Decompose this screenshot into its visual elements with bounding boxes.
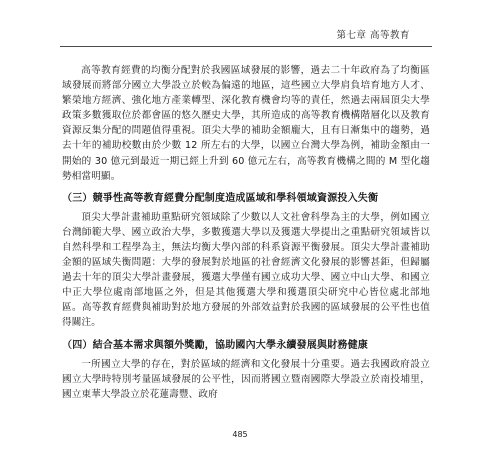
section-heading-4: （四）結合基本需求與額外獎勵，協助國內大學永續發展與財務健康 — [62, 339, 368, 351]
body-paragraph-3: 一所國立大學的存在，對於區域的經濟和文化發展十分重要。過去我國政府設立國立大學時特別考量區域發展的公平性，因而將國立暨南國際大學設立於南投埔里，國立東華大學設立於花蓮壽豐、政府 — [62, 358, 430, 400]
page-body — [62, 63, 430, 402]
body-paragraph-2: 頂尖大學計畫補助重點研究領域除了少數以人文社會科學為主的大學，例如國立台灣師範大學、國立政治大學，多數獲選大學以及獲選大學提出之重點研究領域皆以自然科學和工程學為主，無法均衡大學內部的科系資源平衡發展。頂尖大學計畫補助金額的區域失衡問題：大學的發展對於地區的社會經濟文化發展的影響甚鉅，但歸屬過去十年的頂尖大學計畫發展，獲選大學僅有國立成功大學、國立中山大學、和國立中正大學位處南部地區之外，但是其他獲選大學和獲選頂尖研究中心皆位處北部地區。高等教育經費與補助對於地方發展的外部效益對於我國的區域發展的公平性也值得關注。 — [62, 211, 430, 329]
page-number: 485 — [232, 430, 248, 439]
section-heading-3: （三）競爭性高等教育經費分配制度造成區域和學科領域資源投入失衡 — [62, 192, 379, 204]
body-paragraph-1: 高等教育經費的均衡分配對於我國區域發展的影響，過去二十年政府為了均衡區域發展而將部分國立大學設立於較為偏遠的地區，這些國立大學肩負培育地方人才、繁榮地方經濟、強化地方產業轉型、深化教育機會均等的責任，然過去兩屆頂尖大學政策多數獲取位於都會區的悠久歷史大學，其所造成的高等教育機構階層化以及教育資源反集分配的問題值得重視。頂尖大學的補助金額龐大，且有日漸集中的趨勢，過去十年的補助校數由於少數 12 所左右的大學，以國立台灣大學為例，補助金額由一開始的 30 億元到最近一期已經上升到 60 億元左右，高等教育機構之間的 M 型化趨勢相當明顯。 — [62, 65, 430, 182]
header-rule — [60, 46, 432, 47]
running-header: 第七章 高等教育 — [336, 30, 410, 41]
